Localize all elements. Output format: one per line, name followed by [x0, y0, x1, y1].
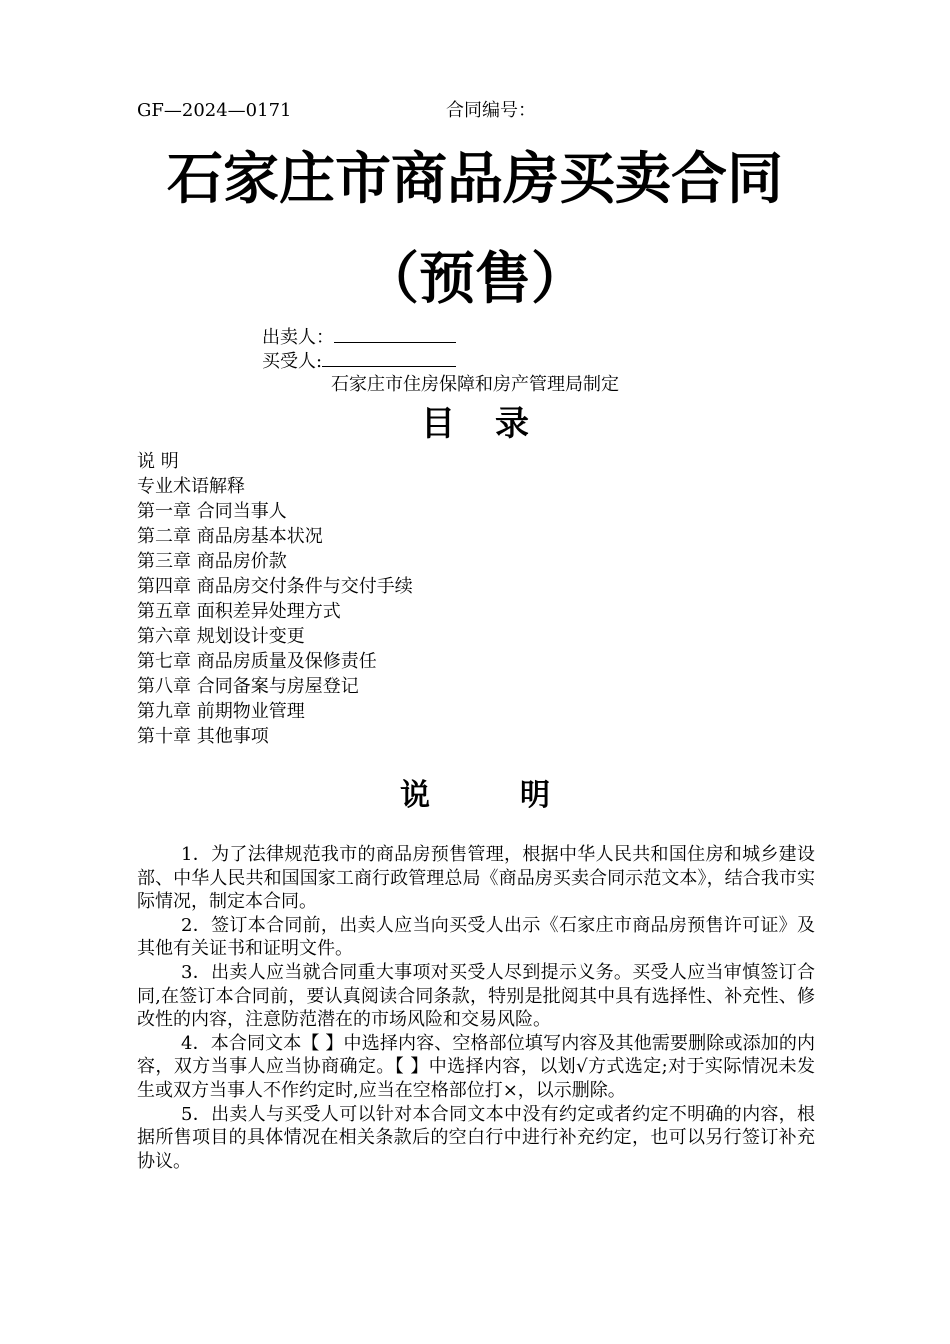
toc-item: 第三章 商品房价款	[137, 551, 287, 572]
explanation-paragraph: 4．本合同文本【 】中选择内容、空格部位填写内容及其他需要删除或添加的内容，双方当事人应当协商确定。【 】中选择内容，以划√方式选定;对于实际情况未发生或双方当事人不作约定时,应当在空格部位打×，以示删除。	[137, 1032, 815, 1101]
seller-blank	[334, 326, 456, 343]
explanation-paragraph: 2．签订本合同前，出卖人应当向买受人出示《石家庄市商品房预售许可证》及其他有关证书和证明文件。	[137, 914, 815, 960]
contract-number-label: 合同编号：	[446, 100, 536, 121]
toc-item: 第八章 合同备案与房屋登记	[137, 676, 359, 697]
explanation-paragraph: 1．为了法律规范我市的商品房预售管理，根据中华人民共和国住房和城乡建设部、中华人民共和国国家工商行政管理总局《商品房买卖合同示范文本》，结合我市实际情况，制定本合同。	[137, 844, 815, 913]
toc-item: 专业术语解释	[137, 476, 245, 497]
toc-item: 第二章 商品房基本状况	[137, 526, 323, 547]
toc-title: 目录	[421, 404, 569, 444]
toc-item: 第九章 前期物业管理	[137, 701, 305, 722]
explanation-paragraph: 3．出卖人应当就合同重大事项对买受人尽到提示义务。买受人应当审慎签订合同,在签订本合同前，要认真阅读合同条款，特别是批阅其中具有选择性、补充性、修改性的内容，注意防范潜在的市场风险和交易风险。	[137, 961, 815, 1031]
seller-label: 出卖人：	[262, 327, 334, 348]
buyer-label: 买受人:	[262, 351, 323, 372]
seller-line	[262, 326, 456, 349]
toc-item: 第四章 商品房交付条件与交付手续	[137, 576, 413, 597]
explanation-paragraph: 5．出卖人与买受人可以针对本合同文本中没有约定或者约定不明确的内容，根据所售项目的具体情况在相关条款后的空白行中进行补充约定，也可以另行签订补充协议。	[137, 1103, 815, 1172]
table-of-contents	[137, 449, 413, 749]
toc-item: 第十章 其他事项	[137, 726, 269, 747]
explanation-body	[137, 843, 815, 1173]
buyer-line	[262, 350, 456, 373]
contract-code: GF—2024—0171	[137, 100, 292, 121]
document-title: 石家庄市商品房买卖合同	[167, 146, 783, 212]
toc-item: 第七章 商品房质量及保修责任	[137, 651, 377, 672]
toc-item: 说 明	[137, 451, 179, 472]
toc-item: 第一章 合同当事人	[137, 501, 287, 522]
issuer: 石家庄市住房保障和房产管理局制定	[331, 374, 619, 395]
buyer-blank	[322, 350, 456, 367]
toc-item: 第五章 面积差异处理方式	[137, 601, 341, 622]
toc-item: 第六章 规划设计变更	[137, 626, 305, 647]
document-subtitle: （预售）	[363, 246, 587, 312]
explanation-title: 说明	[400, 778, 640, 813]
